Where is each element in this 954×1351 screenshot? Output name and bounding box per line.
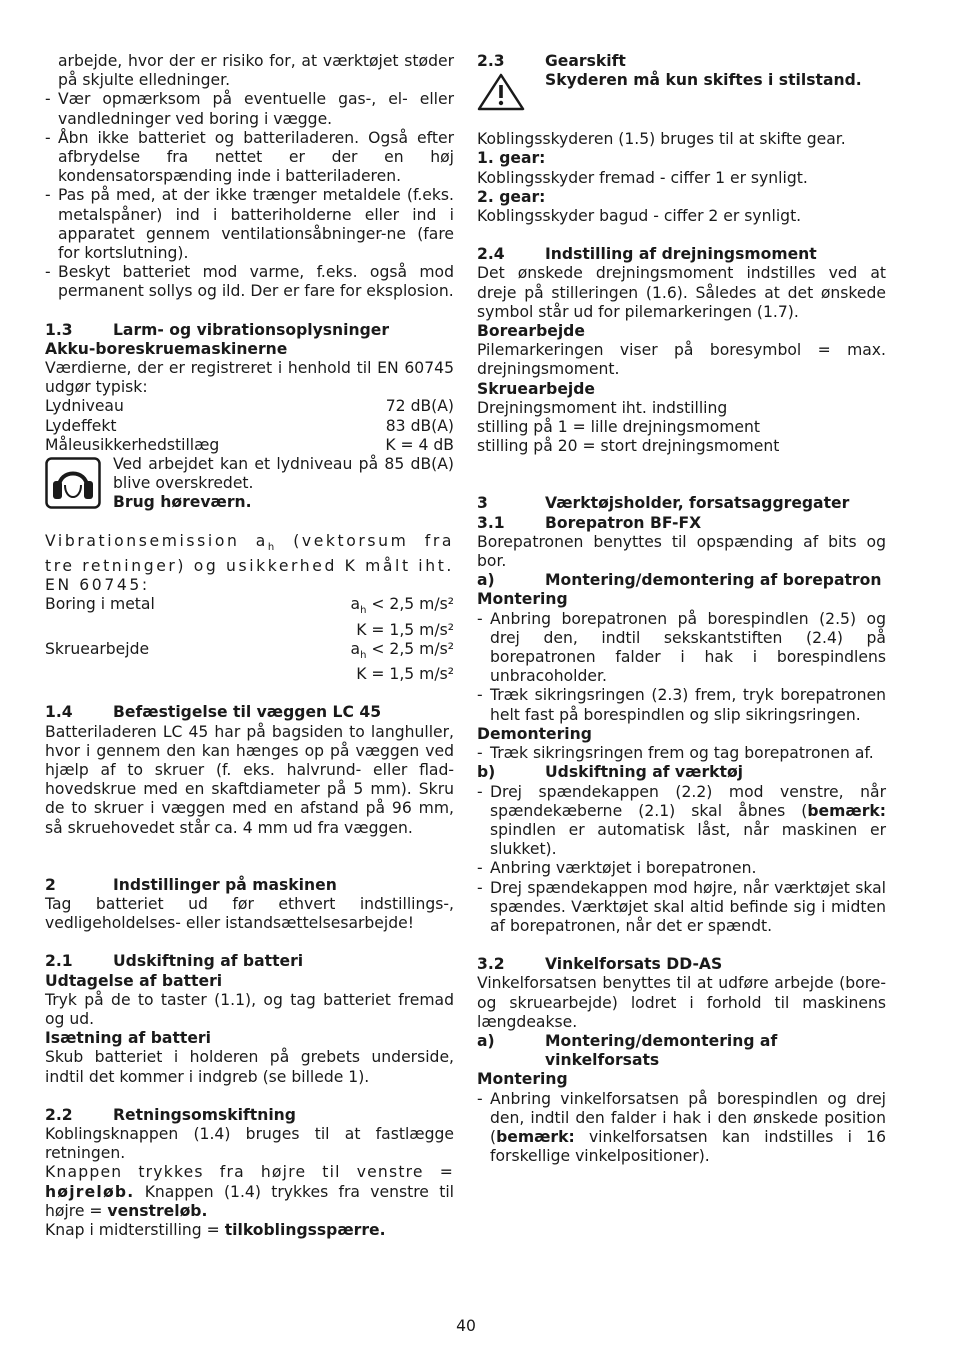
subsection-heading-a: a) Montering/demontering af vinkelforsats [477, 1031, 778, 1070]
warning-note [477, 71, 886, 111]
list-item: - Anbring vinkelforsatsen på borespindlen og drej den, indtil den falder i hak i den ønskede position (bemærk: vinkelforsatsen kan indstilles i 16 forskellige vinkelpositioner). [477, 1090, 886, 1167]
paragraph: Tag batteriet ud før ethvert indstillings-, vedligeholdelses- eller istandsættelsesarbejde! [45, 895, 454, 933]
section-heading-3: 3 Værktøjsholder, forsatsaggregater [477, 494, 850, 513]
noise-row: Lydeffekt 83 dB(A) [45, 416, 454, 435]
paragraph: Vibrationsemission $a_h$ (vektorsum fra tre retninger) og usikkerhed K målt iht. EN 60745: [45, 531, 454, 595]
list-item: - Drej spændekappen mod højre, når værktøjet skal spændes. Værktøjet skal altid befinde sig i midten af borepatronen, når det er spændt. [477, 879, 886, 937]
list-item: - Drej spændekappen (2.2) mod venstre, når spændekæberne (2.1) skal åbnes (bemærk: spindlen er automatisk låst, når maskinen er slukket). [477, 783, 886, 860]
list-item: - Anbring værktøjet i borepatronen. [477, 859, 886, 878]
paragraph: Koblingsskyder fremad - ciffer 1 er synligt. [477, 168, 808, 187]
noise-row: Måleusikkerhedstillæg K = 4 dB [45, 435, 454, 454]
warning-text: Skyderen må kun skiftes i stilstand. [545, 71, 862, 90]
paragraph: Vinkelforsatsen benyttes til at udføre arbejde (bore- og skruearbejde) lodret i forhold til maskinens længdeakse. [477, 974, 886, 1031]
section-heading-3-1: 3.1 Borepatron BF-FX [477, 513, 702, 532]
paragraph: Værdierne, der er registreret i henhold til EN 60745 udgør typisk: [45, 359, 454, 397]
angle-attachment-list [477, 1090, 886, 1167]
paragraph: Det ønskede drejningsmoment indstilles ved at dreje på stilleringen (1.6). Således at det ønskede symbol står ud for pilemarkeringen (1.7). [477, 264, 886, 321]
left-column [45, 52, 454, 1240]
demounting-list [477, 744, 886, 763]
list-item: - Træk sikringsringen (2.3) frem, tryk borepatronen helt fast på borespindlen og slip sikringsringen. [477, 686, 886, 724]
paragraph: Koblingsskyder bagud - ciffer 2 er synligt. [477, 207, 802, 226]
list-item: - Vær opmærksom på eventuelle gas-, el- eller vandledninger ved boring i vægge. [45, 90, 454, 128]
subheading: Akku-boreskruemaskinerne [45, 339, 288, 358]
subheading: Montering [477, 590, 568, 609]
paragraph: arbejde, hvor der er risiko for, at værktøjet støder på skjulte elledninger. [58, 52, 454, 90]
section-heading-1-4: 1.4 Befæstigelse til væggen LC 45 [45, 703, 382, 722]
subheading: 2. gear: [477, 187, 546, 206]
noise-row: Lydniveau 72 dB(A) [45, 397, 454, 416]
right-column [477, 52, 886, 1166]
section-heading-2: 2 Indstillinger på maskinen [45, 875, 337, 894]
tool-change-list [477, 783, 886, 937]
subheading: Demontering [477, 724, 592, 743]
subheading: 1. gear: [477, 149, 546, 168]
paragraph: Ved arbejdet kan et lydniveau på 85 dB(A) blive overskredet. [113, 455, 454, 493]
section-heading-2-3: 2.3 Gearskift [477, 52, 626, 70]
paragraph: Skub batteriet i holderen på grebets underside, indtil det kommer i indgreb (se billede 1). [45, 1048, 454, 1086]
subheading: Skruearbejde [477, 379, 596, 398]
subheading: Udtagelse af batteri [45, 971, 223, 990]
paragraph: Pilemarkeringen viser på boresymbol = max. drejningsmoment. [477, 341, 886, 379]
subsection-heading-a: a) Montering/demontering af borepatron [477, 571, 882, 590]
page-number: 40 [456, 1317, 476, 1335]
warning-triangle-icon [477, 73, 525, 111]
paragraph: Koblingsknappen (1.4) bruges til at fastlægge retningen. [45, 1125, 454, 1163]
vibration-row: Skruearbejde $a_h < 2,5$ m/s² K = 1,5 m/s² [45, 639, 454, 684]
safety-list [45, 90, 454, 301]
list-item: - Åbn ikke batteriet og batteriladeren. Også efter afbrydelse fra nettet er der en høj kondensatorspænding inde i batteriladeren. [45, 129, 454, 187]
list-item: - Pas på med, at der ikke trænger metaldele (f.eks. metalspåner) ind i batteriholderne eller ind i apparatet gennem ventilationsåbninger-ne (fare for kortslutning). [45, 186, 454, 263]
paragraph: Koblingsskyderen (1.5) bruges til at skifte gear. [477, 130, 846, 149]
section-heading-2-2: 2.2 Retningsomskiftning [45, 1105, 296, 1124]
section-heading-1-3: 1.3 Larm- og vibrationsoplysninger [45, 320, 390, 339]
section-heading-3-2: 3.2 Vinkelforsats DD-AS [477, 955, 723, 974]
subheading: Isætning af batteri [45, 1029, 211, 1048]
list-item: - Beskyt batteriet mod varme, f.eks. også mod permanent sollys og ild. Der er fare for eksplosion. [45, 263, 454, 301]
paragraph: Batteriladeren LC 45 har på bagsiden to langhuller, hvor i gennem den kan hænges op på væggen ved hjælp af to skruer (f. eks. halvrund- eller flad-hovedskrue med en skaftdiameter på 5 mm). Skru de to skruer i væggen med en afstand på 96 mm, så skruehovedet står ca. 4 mm ud fra væggen. [45, 722, 454, 837]
text-line: stilling på 20 = stort drejningsmoment [477, 437, 780, 456]
mounting-list [477, 610, 886, 725]
text-line: stilling på 1 = lille drejningsmoment [477, 418, 761, 437]
subheading: Borearbejde [477, 322, 585, 341]
warning-text: Brug høreværn. [113, 493, 252, 512]
text-line: Drejningsmoment iht. indstilling [477, 398, 728, 417]
section-heading-2-1: 2.1 Udskiftning af batteri [45, 952, 304, 971]
vibration-row: Boring i metal $a_h < 2,5$ m/s² K = 1,5 m/s² [45, 595, 454, 639]
ear-protection-icon [45, 457, 101, 509]
list-item: - Træk sikringsringen frem og tag borepatronen af. [477, 744, 886, 763]
paragraph: Borepatronen benyttes til opspænding af bits og bor. [477, 532, 886, 571]
paragraph: Tryk på de to taster (1.1), og tag batteriet fremad og ud. [45, 990, 454, 1029]
ear-protection-note [45, 455, 454, 513]
section-heading-2-4: 2.4 Indstilling af drejningsmoment [477, 245, 817, 264]
paragraph: Knap i midterstilling = tilkoblingsspærre. [45, 1221, 386, 1240]
paragraph: Knappen trykkes fra højre til venstre = højreløb. Knappen (1.4) trykkes fra venstre til højre = venstreløb. [45, 1163, 454, 1220]
subsection-heading-b: b) Udskiftning af værktøj [477, 763, 744, 782]
subheading: Montering [477, 1070, 568, 1089]
list-item: - Anbring borepatronen på borespindlen (2.5) og drej den, indtil sekskantstiften (2.4) på borepatronen falder i hak i borespindlens unbracoholder. [477, 610, 886, 687]
